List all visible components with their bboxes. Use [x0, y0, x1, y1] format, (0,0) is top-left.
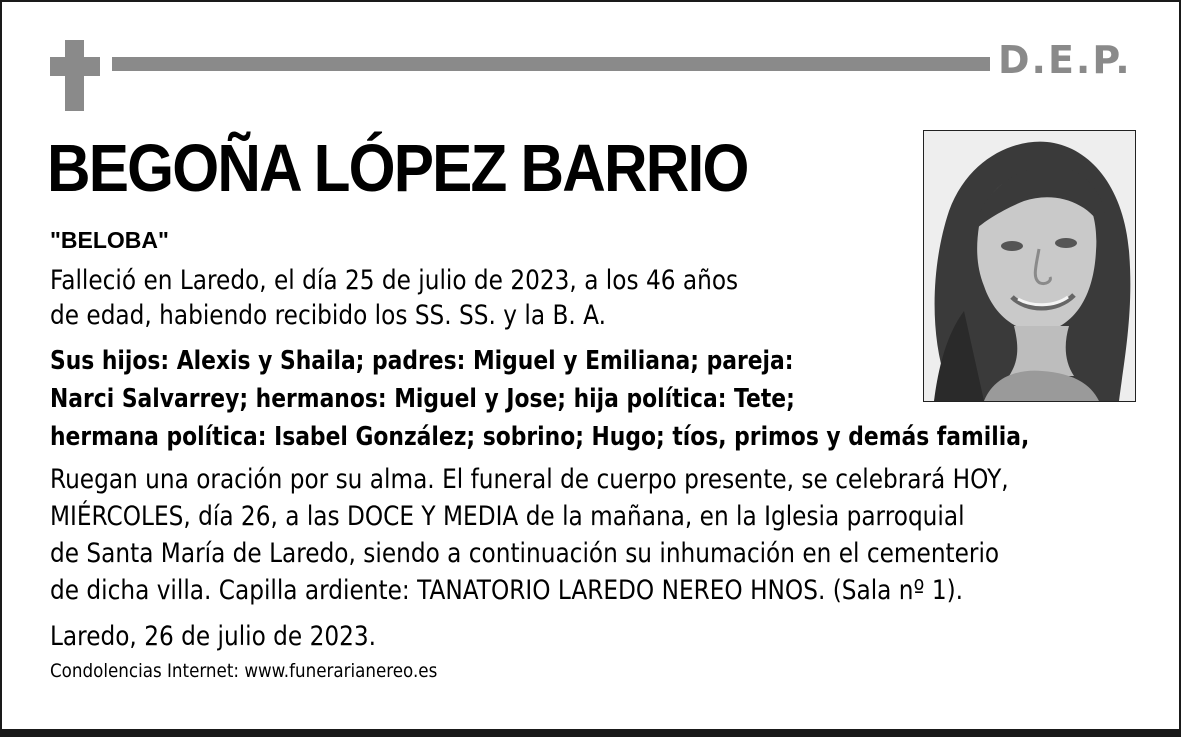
intro-line-1: Falleció en Laredo, el día 25 de julio de 2023, a los 46 años — [50, 265, 739, 296]
family-line-1: Sus hijos: Alexis y Shaila; padres: Miguel y Emiliana; pareja: — [50, 346, 794, 376]
service-line-4: de dicha villa. Capilla ardiente: TANATORIO LAREDO NEREO HNOS. (Sala nº 1). — [50, 575, 964, 606]
portrait-photo — [923, 130, 1136, 402]
dep-label: D.E.P. — [998, 38, 1132, 82]
cross-icon-horizontal — [50, 57, 100, 76]
family-line-3: hermana política: Isabel González; sobrino; Hugo; tíos, primos y demás familia, — [50, 422, 1030, 452]
deceased-name: BEGOÑA LÓPEZ BARRIO — [47, 131, 748, 206]
service-line-1: Ruegan una oración por su alma. El funeral de cuerpo presente, se celebrará HOY, — [50, 464, 1009, 495]
condolences-line: Condolencias Internet: www.funerarianereo.es — [50, 660, 438, 682]
service-line-2: MIÉRCOLES, día 26, a las DOCE Y MEDIA de la mañana, en la Iglesia parroquial — [50, 501, 965, 532]
portrait-image — [924, 131, 1135, 401]
service-line-3: de Santa María de Laredo, siendo a continuación su inhumación en el cementerio — [50, 538, 1000, 569]
intro-line-2: de edad, habiendo recibido los SS. SS. y la B. A. — [50, 300, 607, 331]
deceased-nickname: "BELOBA" — [50, 227, 169, 253]
header-rule — [112, 57, 990, 71]
family-line-2: Narci Salvarrey; hermanos: Miguel y Jose; hija política: Tete; — [50, 384, 795, 414]
place-date: Laredo, 26 de julio de 2023. — [50, 621, 377, 652]
